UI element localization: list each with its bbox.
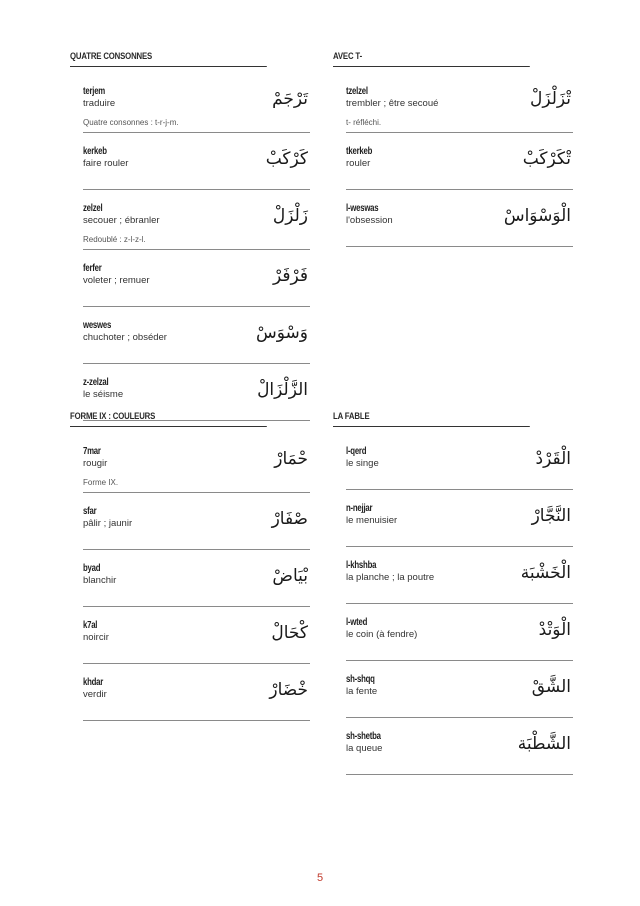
transliteration: zelzel [83, 203, 103, 214]
gloss: le coin (à fendre) [346, 629, 418, 640]
vocab-entry [83, 676, 310, 721]
transliteration: terjem [83, 86, 106, 97]
transliteration: sh-shetba [346, 731, 381, 742]
vocab-entry [83, 202, 310, 250]
transliteration: l-wted [346, 617, 368, 628]
section-la-fable [333, 410, 573, 775]
gloss: le menuisier [346, 515, 398, 526]
gloss: rouler [346, 158, 371, 169]
gloss: la fente [346, 686, 378, 697]
arabic-word: الْوَتْدْ [538, 620, 571, 640]
transliteration: l-khshba [346, 560, 377, 571]
transliteration: n-nejjar [346, 503, 373, 514]
section-title: LA FABLE [333, 410, 530, 427]
arabic-word: النَّجَّارْ [531, 506, 571, 526]
vocab-entry [346, 730, 573, 775]
transliteration: sfar [83, 506, 97, 517]
gloss: trembler ; être secoué [346, 98, 439, 109]
arabic-word: بْيَاضْ [272, 566, 308, 586]
arabic-word: صْفَارْ [271, 509, 308, 529]
transliteration: sh-shqq [346, 674, 375, 685]
transliteration: weswes [83, 320, 112, 331]
transliteration: ferfer [83, 263, 102, 274]
vocab-entry [83, 445, 310, 493]
gloss: verdir [83, 689, 107, 700]
gloss: la queue [346, 743, 383, 754]
gloss: blanchir [83, 575, 117, 586]
gloss: chuchoter ; obséder [83, 332, 167, 343]
vocab-entry [83, 505, 310, 550]
vocab-entry [83, 319, 310, 364]
gloss: rougir [83, 458, 108, 469]
arabic-word: تَرْجَمْ [272, 89, 308, 109]
gloss: voleter ; remuer [83, 275, 150, 286]
arabic-word: الشَّقْ [531, 677, 571, 697]
transliteration: 7mar [83, 446, 101, 457]
vocab-entry [83, 145, 310, 190]
section-title: FORME IX : COULEURS [70, 410, 267, 427]
entry-note: t- réfléchi. [346, 118, 382, 127]
transliteration: l-weswas [346, 203, 379, 214]
entry-note: Forme IX. [83, 478, 119, 487]
arabic-word: فَرْفَرْ [272, 266, 308, 286]
vocab-entry [83, 619, 310, 664]
arabic-word: الزَّلْزَالْ [257, 380, 308, 400]
transliteration: z-zelzal [83, 377, 109, 388]
gloss: traduire [83, 98, 116, 109]
vocab-entry [83, 85, 310, 133]
arabic-word: تْكَرْكَبْ [522, 149, 571, 169]
vocab-entry [346, 616, 573, 661]
gloss: la planche ; la poutre [346, 572, 435, 583]
arabic-word: كَرْكَبْ [265, 149, 308, 169]
vocab-entry [346, 145, 573, 190]
vocab-entry [346, 502, 573, 547]
arabic-word: خْضَارْ [269, 680, 308, 700]
gloss: le séisme [83, 389, 124, 400]
gloss: l'obsession [346, 215, 393, 226]
section-title: QUATRE CONSONNES [70, 50, 267, 67]
gloss: le singe [346, 458, 379, 469]
arabic-word: وَسْوَسْ [256, 323, 308, 343]
transliteration: k7al [83, 620, 98, 631]
arabic-word: الشَّطْبَة [517, 734, 571, 754]
gloss: noircir [83, 632, 109, 643]
arabic-word: زَلْزَلْ [272, 206, 308, 226]
section-forme-ix [70, 410, 310, 721]
transliteration: tzelzel [346, 86, 368, 97]
transliteration: l-qerd [346, 446, 367, 457]
gloss: pâlir ; jaunir [83, 518, 133, 529]
section-title: AVEC T- [333, 50, 530, 67]
arabic-word: الْقَرْدْ [535, 449, 571, 469]
gloss: secouer ; ébranler [83, 215, 160, 226]
vocab-entry [346, 673, 573, 718]
arabic-word: تْزَلْزَلْ [529, 89, 571, 109]
arabic-word: الْخَشْبَة [520, 563, 571, 583]
gloss: faire rouler [83, 158, 129, 169]
arabic-word: حْمَارْ [274, 449, 308, 469]
vocab-entry [346, 445, 573, 490]
section-quatre-consonnes [70, 50, 310, 421]
page-number: 5 [316, 872, 324, 884]
vocab-entry [346, 85, 573, 133]
vocab-entry [83, 262, 310, 307]
transliteration: tkerkeb [346, 146, 373, 157]
transliteration: khdar [83, 677, 104, 688]
entry-note: Redoublé : z-l-z-l. [83, 235, 146, 244]
transliteration: byad [83, 563, 101, 574]
vocab-entry [346, 202, 573, 247]
section-avec-t [333, 50, 573, 247]
transliteration: kerkeb [83, 146, 107, 157]
entry-note: Quatre consonnes : t-r-j-m. [83, 118, 179, 127]
vocab-entry [83, 562, 310, 607]
arabic-word: الْوَسْوَاسْ [503, 206, 571, 226]
arabic-word: كْحَالْ [271, 623, 308, 643]
vocab-entry [346, 559, 573, 604]
